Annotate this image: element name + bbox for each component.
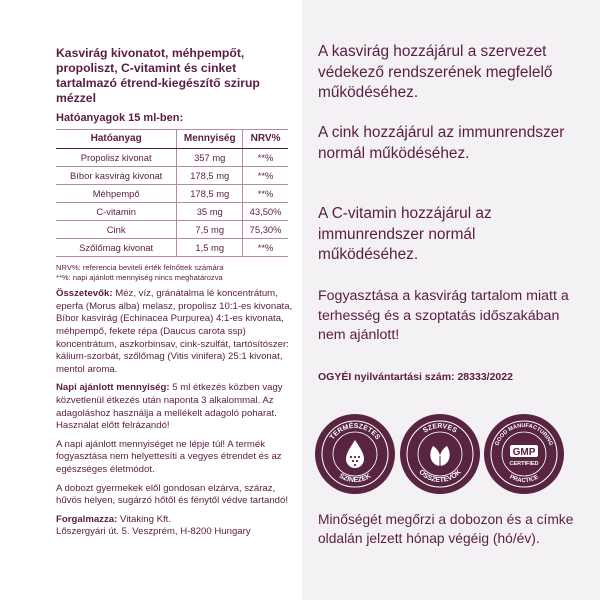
warning: A napi ajánlott mennyiséget ne lépje túl! A termék fogyasztása nem helyettesíti a vegyes étrendet és az egészséges életmódot.: [56, 438, 282, 475]
badge1-bottom-text: SZÍNEZÉK: [337, 472, 373, 485]
table-row: [56, 185, 288, 203]
table-row: [56, 221, 288, 239]
badge-organic-ingredients: [400, 414, 480, 494]
col-header-nrv: NRV%: [243, 129, 288, 149]
cell-ingredient: C-vitamin: [56, 203, 177, 221]
gmp-icon: [484, 414, 564, 494]
cell-nrv: **%: [243, 185, 288, 203]
composition-text: Méz, víz, gránátalma lé koncentrátum, eperfa (Morus alba) melasz, propolisz 10:1-es kivonata, Bíbor kasvirág (Echinacea Purpurea) 4:1-es kivonata, méhpempő, fekete répa (Daucus carota ssp) koncentrátum, aszkorbinsav, cink-szulfát, tartósítószer: kálium-szorbát, szőlőmag (Vitis vinifera) 25:1 kivonat, mentol aroma.: [56, 288, 293, 375]
cell-amount: 7,5 mg: [177, 221, 243, 239]
table-row: [56, 149, 288, 167]
cell-ingredient: Propolisz kivonat: [56, 149, 177, 167]
composition-label: Összetevők:: [56, 288, 113, 300]
badge1-top-text: TERMÉSZETES: [329, 422, 381, 442]
cell-ingredient: Bíbor kasvirág kivonat: [56, 167, 177, 185]
product-title: Kasvirág kivonatot, méhpempőt, propoliszt, C-vitamint és cinket tartalmazó étrend-kiegészítő szirup mézzel: [56, 46, 260, 105]
leaf-icon: [400, 414, 480, 494]
badge2-bottom-text: ÖSSZETEVŐK: [417, 468, 463, 485]
badge-natural-colorant: [315, 414, 395, 494]
label-text-column: [56, 46, 296, 539]
cell-nrv: **%: [243, 167, 288, 185]
claim-vitamin-c: A C-vitamin hozzájárul az immunrendszer normál működéséhez.: [318, 205, 492, 263]
claim-zinc: A cink hozzájárul az immunrendszer normál működéséhez.: [318, 124, 565, 162]
ingredients-heading: Hatóanyagok 15 ml-ben:: [56, 112, 184, 124]
distributor-address: Lőszergyári út. 5. Veszprém, H-8200 Hungary: [56, 526, 251, 538]
table-row: [56, 167, 288, 185]
cell-amount: 178,5 mg: [177, 167, 243, 185]
cell-nrv: **%: [243, 239, 288, 257]
distributor-label: Forgalmazza:: [56, 513, 118, 525]
table-row: [56, 203, 288, 221]
table-row: [56, 239, 288, 257]
cell-amount: 1,5 mg: [177, 239, 243, 257]
col-header-amount: Mennyiség: [177, 129, 243, 149]
distributor-name: Vitaking Kft.: [119, 513, 172, 525]
dose-label: Napi ajánlott mennyiség:: [56, 382, 170, 394]
cell-ingredient: Méhpempő: [56, 185, 177, 203]
svg-text:TERMÉSZETES: [329, 421, 381, 441]
ogyei-number: OGYÉI nyilvántartási szám: 28333/2022: [318, 371, 513, 383]
ingredients-table: [56, 129, 288, 258]
cell-amount: 178,5 mg: [177, 185, 243, 203]
storage: A dobozt gyermekek elől gondosan elzárva, száraz, hűvös helyen, sugárzó hőtől és fénytől védve tartandó!: [56, 482, 288, 507]
best-before-note: Minőségét megőrzi a dobozon és a címke oldalán jelzett hónap végéig (hó/év).: [318, 512, 574, 546]
cell-ingredient: Szőlőmag kivonat: [56, 239, 177, 257]
nrv-note: NRV%: referencia beviteli érték felnőttek számára: [56, 263, 224, 273]
composition: [56, 288, 296, 376]
badge2-top-text: SZERVES: [422, 422, 458, 435]
claim-echinacea: A kasvirág hozzájárul a szervezet védekező rendszerének megfelelő működéséhez.: [318, 43, 553, 101]
badge3-center2-text: CERTIFIED: [509, 461, 539, 467]
cell-nrv: 75,30%: [243, 221, 288, 239]
cell-amount: 35 mg: [177, 203, 243, 221]
badge-gmp: [484, 414, 564, 494]
dose-text: 5 ml étkezés közben vagy közvetlenül étkezés után naponta 3 alkalommal. Az adagoláshoz használja a mellékelt adagoló poharat. Használat előtt felrázandó!: [56, 382, 283, 432]
cell-nrv: **%: [243, 149, 288, 167]
cell-nrv: 43,50%: [243, 203, 288, 221]
dosage: [56, 382, 296, 432]
pregnancy-warning: Fogyasztása a kasvirág tartalom miatt a terhesség és a szoptatás időszakában nem ajánlott!: [318, 288, 569, 343]
svg-text:SZERVES: [422, 423, 458, 435]
cell-amount: 357 mg: [177, 149, 243, 167]
svg-text:GOOD MANUFACTURING: [494, 423, 553, 447]
badge3-center-text: GMP: [512, 447, 536, 458]
table-header-row: [56, 129, 288, 149]
cell-ingredient: Cink: [56, 221, 177, 239]
badge3-bottom-text: PRACTICE: [508, 474, 540, 485]
nrv-note-2: **%: napi ajánlott mennyiség nincs meghatározva: [56, 272, 223, 282]
distributor: [56, 514, 296, 539]
col-header-ingredient: Hatóanyag: [56, 129, 177, 149]
svg-text:SZÍNEZÉK: [338, 473, 373, 484]
badge3-top-text: GOOD MANUFACTURING: [494, 422, 554, 447]
drop-icon: [315, 414, 395, 494]
